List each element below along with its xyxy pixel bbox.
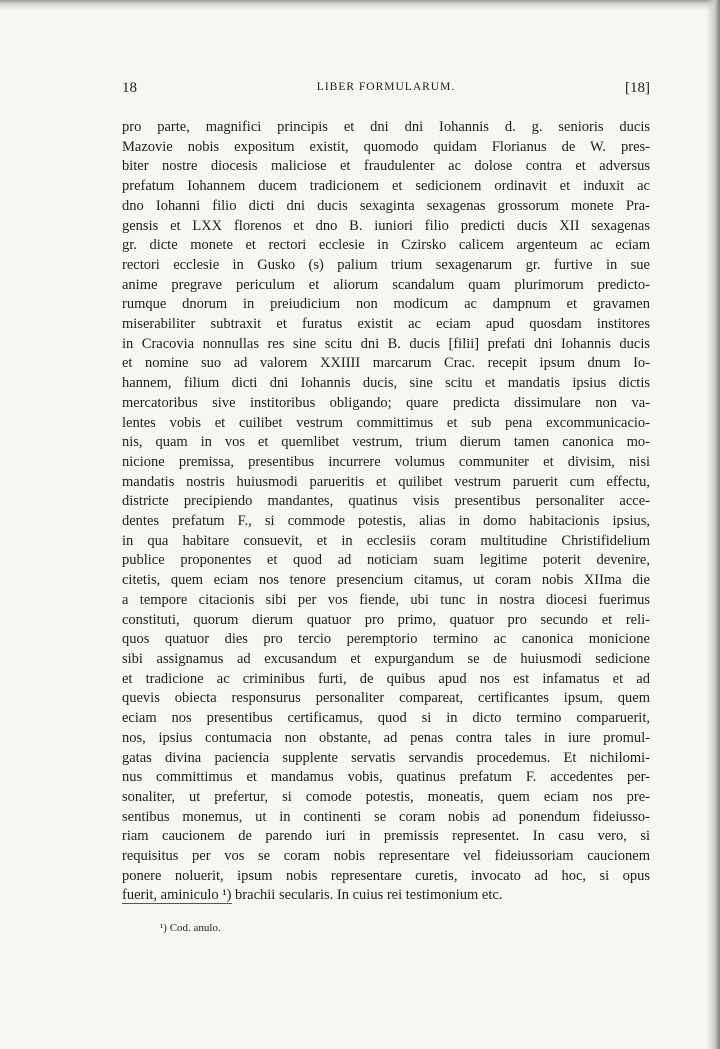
running-title: LIBER FORMULARUM. (316, 81, 456, 93)
text-line: quevis obiecta responsurus personaliter compareat, certificantes ipsum, quem (122, 690, 650, 707)
text-line: lentes vobis et cuilibet vestrum committimus et sub pena excommunicacio- (122, 414, 650, 431)
text-line: nis, quam in vos et quemlibet vestrum, trium dierum tamen canonica mo- (122, 434, 650, 451)
text-line: in Cracovia nonnullas res sine scitu dni B. ducis [filii] prefati dni Iohannis ducis (122, 335, 650, 352)
text-line: a tempore citacionis sibi per vos fiende, ubi tunc in nostra diocesi fuerimus (122, 591, 650, 608)
text-line: et tradicione ac criminibus furti, de quibus apud nos est infamatus et ad (122, 670, 650, 687)
text-line: dno Iohanni filio dicti dni ducis sexaginta sexagenas grossorum monete Pra- (122, 197, 650, 214)
text-line: rectori ecclesie in Gusko (s) palium trium sexagenarum gr. furtive in sue (122, 256, 650, 273)
text-line: dentes prefatum F., si commode potestis, alias in domo habitacionis ipsius, (122, 513, 650, 530)
text-line: publice proponentes et quod ad noticiam suam legitime poterit devenire, (122, 552, 650, 569)
text-line: eciam nos presentibus certificamus, quod si in dicto termino comparuerit, (122, 710, 650, 727)
text-line: hannem, filium dicti dni Iohannis ducis, sine scitu et mandatis ipsius dictis (122, 375, 650, 392)
text-line: riam caucionem de parendo iuri in premissis representet. In casu vero, si (122, 828, 650, 845)
text-line: mercatoribus sive institoribus obligando; quare predicta dissimulare non va- (122, 394, 650, 411)
text-line: sonaliter, ut prefertur, si comode potestis, moneatis, quem eciam nos pre- (122, 788, 650, 805)
text-line: gr. dicte monete et rectori ecclesie in Czirsko calicem argenteum ac eciam (122, 237, 650, 254)
text-line: prefatum Iohannem ducem tradicionem et sedicionem ordinavit et induxit ac (122, 178, 650, 195)
scan-edge-right (706, 0, 720, 1049)
text-line: requisitus per vos se coram nobis representare vel fideiussoriam caucionem (122, 848, 650, 865)
text-line: fuerit, aminiculo ¹) brachii secularis. In cuius rei testimonium etc. (122, 887, 503, 904)
text-line: nos, ipsius contumacia non obstante, ad penas contra tales in iure promul- (122, 729, 650, 746)
text-line: et nomine suo ad valorem XXIIII marcarum Crac. recepit ipsum dnum Io- (122, 355, 650, 372)
footnote: ¹) Cod. anulo. (160, 922, 221, 934)
section-number: [18] (625, 80, 650, 96)
text-line: anime pregrave periculum et aliorum scandalum quam plurimorum predicto- (122, 276, 650, 293)
text-line: sibi assignamus ad excusandum et expurgandum se de huiusmodi sedicione (122, 650, 650, 667)
text-line: districte precipiendo mandantes, quatinus visis presentibus personaliter acce- (122, 493, 650, 510)
footnote-rule (122, 903, 232, 904)
running-head (122, 80, 650, 100)
text-line: ponere noluerit, ipsum nobis representare curetis, invocato ad hoc, si opus (122, 867, 650, 884)
main-text (122, 118, 650, 906)
text-line: rumque dnorum in preiudicium non modicum ac dampnum et gravamen (122, 296, 650, 313)
text-line: pro parte, magnifici principis et dni dni Iohannis d. g. senioris ducis (122, 119, 650, 135)
text-line: gensis et LXX florenos et dno B. iuniori filio predicti ducis XII sexagenas (122, 217, 650, 234)
text-line: constituti, quorum dierum quatuor pro primo, quatuor pro secundo et reli- (122, 611, 650, 628)
text-line: sentibus monemus, ut in continenti se coram nobis ad ponendum fideiusso- (122, 808, 650, 825)
text-line: biter nostre diocesis maliciose et fraudulenter ac dolose contra et adversus (122, 158, 650, 175)
text-line: nus committimus et mandamus vobis, quatinus prefatum F. accedentes per- (122, 769, 650, 786)
text-line: gatas divina paciencia supplente servatis servandis procedemus. Et nichilomi- (122, 749, 650, 766)
text-line: citetis, quem eciam nos tenore presencium citamus, ut coram nobis XIIma die (122, 572, 650, 589)
text-line: in qua habitare consuevit, et in ecclesiis coram multitudine Christifidelium (122, 532, 650, 549)
text-line: quos quatuor dies pro tercio peremptorio termino ac canonica monicione (122, 631, 650, 648)
text-line: mandatis nostris huiusmodi parueritis et quilibet vestrum paruerit cum effectu, (122, 473, 650, 490)
scan-edge-top (0, 0, 720, 10)
text-line: miserabiliter subtraxit et furatus existit ac eciam apud quosdam institores (122, 316, 650, 333)
text-line: Mazovie nobis expositum existit, quomodo quidam Florianus de W. pres- (122, 138, 650, 155)
text-line: nicione premissa, presentibus incurrere volumus communiter et divisim, nisi (122, 453, 650, 470)
page-number: 18 (122, 80, 137, 96)
